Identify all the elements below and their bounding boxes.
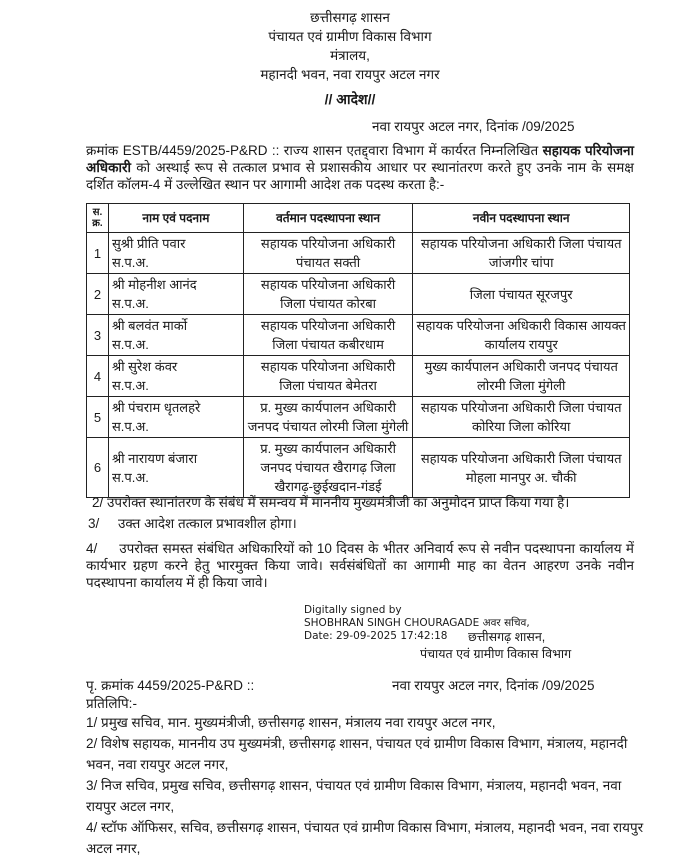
- officer-designation: स.प.अ.: [111, 469, 149, 485]
- cell-new-posting: सहायक परियोजना अधिकारी जिला पंचायत कोरिया जिला कोरिया: [413, 397, 630, 438]
- header-current-posting: वर्तमान पदस्थापना स्थान: [243, 204, 413, 233]
- cell-serial: 1: [87, 233, 109, 274]
- table-row: [87, 274, 630, 315]
- point-2: 2/ उपरोक्त स्थानांतरण के संबंध में समन्वय में माननीय मुख्यमंत्रीजी का अनुमोदन प्राप्त किया गया है।: [92, 495, 570, 510]
- cell-new-posting: सहायक परियोजना अधिकारी विकास आयक्त कार्यालय रायपुर: [413, 315, 630, 356]
- header-address: महानदी भवन, नवा रायपुर अटल नगर: [260, 67, 440, 82]
- header-ministry: मंत्रालय,: [330, 48, 370, 63]
- order-place-date: नवा रायपुर अटल नगर, दिनांक /09/2025: [372, 119, 575, 134]
- table-row: [87, 438, 630, 498]
- cell-current-posting: सहायक परियोजना अधिकारी पंचायत सक्ती: [243, 233, 413, 274]
- cell-name: [108, 397, 243, 438]
- table-row: [87, 315, 630, 356]
- officer-designation: स.प.अ.: [111, 378, 149, 393]
- cell-new-posting: मुख्य कार्यपालन अधिकारी जनपद पंचायत लोरमी जिला मुंगेली: [413, 356, 630, 397]
- point-4: 4/ उपरोक्त समस्त संबंधित अधिकारियों को 10 दिवस के भीतर अनिवार्य रूप से नवीन पदस्थापना कार्यालय में कार्यभार ग्रहण करने हेतु भारमुक्त किया जावे। सर्वसंबंधितों का आगामी माह का वेतन आहरण उनके नवीन पदस्थापना कार्यालय में ही किया जावे।: [86, 541, 638, 590]
- copy-list: [86, 712, 646, 859]
- copy-item: 1/ प्रमुख सचिव, मान. मुख्यमंत्रीजी, छत्तीसगढ़ शासन, मंत्रालय नवा रायपुर अटल नगर,: [86, 715, 496, 730]
- signature-date: Date: 29-09-2025 17:42:18: [304, 630, 448, 642]
- transfer-table: [86, 203, 630, 498]
- table-row: [87, 233, 630, 274]
- cell-current-posting: प्र. मुख्य कार्यपालन अधिकारी जनपद पंचायत खैरागढ़ जिला खैरागढ़-छुईखदान-गंडई: [243, 438, 413, 498]
- cell-name: [108, 274, 243, 315]
- cell-serial: 5: [87, 397, 109, 438]
- copy-item: 4/ स्टॉफ ऑफिसर, सचिव, छत्तीसगढ़ शासन, पंचायत एवं ग्रामीण विकास विभाग, मंत्रालय, महानदी भवन, नवा रायपुर अटल नगर,: [86, 820, 644, 856]
- header-new-posting: नवीन पदस्थापना स्थान: [413, 204, 630, 233]
- header-name: नाम एवं पदनाम: [108, 204, 243, 233]
- signature-government: छत्तीसगढ़ शासन,: [468, 630, 546, 644]
- point-3: 3/ उक्त आदेश तत्काल प्रभावशील होगा।: [88, 516, 297, 531]
- intro-designation: सहायक परियोजना अधिकारी: [86, 143, 634, 175]
- intro-paragraph: [86, 142, 634, 193]
- officer-name: सुश्री प्रीति पवार: [111, 236, 186, 251]
- signature-signer: SHOBHRAN SINGH CHOURAGADE अवर सचिव,: [304, 617, 530, 629]
- cell-current-posting: सहायक परियोजना अधिकारी जिला पंचायत बेमेतरा: [243, 356, 413, 397]
- signature-label: Digitally signed by: [304, 604, 402, 616]
- copy-item: 3/ निज सचिव, प्रमुख सचिव, छत्तीसगढ़ शासन, पंचायत एवं ग्रामीण विकास विभाग, मंत्रालय, महानदी भवन, नवा रायपुर अटल नगर,: [86, 778, 622, 814]
- order-title: // आदेश//: [324, 91, 376, 107]
- table-row: [87, 397, 630, 438]
- endorsement-ref: पृ. क्रमांक 4459/2025-P&RD ::: [86, 678, 255, 693]
- officer-designation: स.प.अ.: [111, 419, 149, 434]
- document-header: [0, 8, 700, 84]
- cell-new-posting: जिला पंचायत सूरजपुर: [413, 274, 630, 315]
- cell-new-posting: सहायक परियोजना अधिकारी जिला पंचायत मोहला मानपुर अ. चौकी: [413, 438, 630, 498]
- officer-name: श्री सुरेश कंवर: [111, 359, 178, 374]
- header-government: छत्तीसगढ़ शासन: [310, 10, 390, 25]
- intro-suffix: को अस्थाई रूप से तत्काल प्रभाव से प्रशासकीय आधार पर स्थानांतरण करते हुए उनके नाम के समक्ष दर्शित कॉलम-4 में उल्लेखित स्थान पर आगामी आदेश तक पदस्थ करता है:-: [86, 160, 634, 192]
- officer-designation: स.प.अ.: [111, 296, 149, 311]
- header-serial: स. क्र.: [87, 204, 109, 233]
- cell-name: [108, 438, 243, 498]
- signature-department: पंचायत एवं ग्रामीण विकास विभाग: [420, 647, 572, 661]
- endorsement-place-date: नवा रायपुर अटल नगर, दिनांक /09/2025: [392, 678, 595, 693]
- copy-label: प्रतिलिपि:-: [86, 696, 137, 711]
- officer-name: श्री मोहनीश आनंद: [111, 277, 197, 292]
- officer-name: श्री बलवंत मार्को: [111, 318, 188, 333]
- cell-current-posting: सहायक परियोजना अधिकारी जिला पंचायत कोरबा: [243, 274, 413, 315]
- cell-current-posting: प्र. मुख्य कार्यपालन अधिकारी जनपद पंचायत लोरमी जिला मुंगेली: [243, 397, 413, 438]
- cell-serial: 3: [87, 315, 109, 356]
- cell-name: [108, 315, 243, 356]
- cell-serial: 6: [87, 438, 109, 498]
- cell-name: [108, 233, 243, 274]
- table-row: [87, 356, 630, 397]
- cell-current-posting: सहायक परियोजना अधिकारी जिला पंचायत कबीरधाम: [243, 315, 413, 356]
- cell-serial: 2: [87, 274, 109, 315]
- table-header-row: [87, 204, 630, 233]
- officer-designation: स.प.अ.: [111, 255, 149, 270]
- officer-designation: स.प.अ.: [111, 337, 149, 352]
- officer-name: श्री नारायण बंजारा: [111, 450, 198, 466]
- cell-serial: 4: [87, 356, 109, 397]
- intro-prefix: क्रमांक ESTB/4459/2025-P&RD :: राज्य शासन एतद्द्वारा विभाग में कार्यरत निम्नलिखित: [86, 143, 543, 158]
- header-department: पंचायत एवं ग्रामीण विकास विभाग: [268, 29, 432, 44]
- copy-item: 2/ विशेष सहायक, माननीय उप मुख्यमंत्री, छत्तीसगढ़ शासन, पंचायत एवं ग्रामीण विकास विभाग, मंत्रालय, महानदी भवन, नवा रायपुर अटल नगर,: [86, 736, 628, 772]
- cell-name: [108, 356, 243, 397]
- officer-name: श्री पंचराम धृतलहरे: [111, 400, 201, 415]
- cell-new-posting: सहायक परियोजना अधिकारी जिला पंचायत जांजगीर चांपा: [413, 233, 630, 274]
